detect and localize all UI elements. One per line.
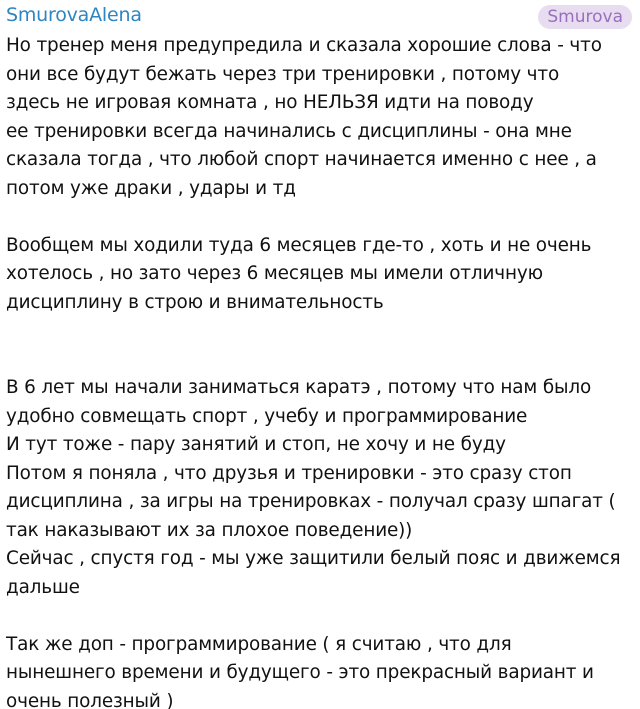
message-line: здесь не игровая комната , но НЕЛЬЗЯ идти на поводу (6, 92, 534, 113)
blank-line (6, 203, 634, 232)
message-line: очень полезный ) (6, 690, 174, 709)
message-line: Сейчас , спустя год - мы уже защитили белый пояс и движемся (6, 548, 621, 569)
blank-line (6, 317, 634, 346)
message-line: они все будут бежать через три тренировки , потому что (6, 63, 560, 85)
message-line: И тут тоже - пару занятий и стоп, не хочу и не буду (6, 434, 506, 455)
message-line: так наказывают их за плохое поведение)) (6, 519, 413, 541)
blank-line (6, 346, 634, 375)
message-line: дальше (6, 576, 80, 598)
message-text (6, 32, 634, 709)
blank-line (6, 602, 634, 631)
message-line: Вообщем мы ходили туда 6 месяцев где-то , хоть и не очень (6, 234, 592, 256)
message-line: Но тренер меня предупредила и сказала хорошие слова - что (6, 35, 602, 56)
message-line: удобно совмещать спорт , учебу и программирование (6, 405, 528, 427)
message-line: потом уже драки , удары и тд (6, 177, 296, 199)
message-line: дисциплина , за игры на тренировках - получал сразу шпагат ( (6, 491, 616, 512)
message-line: дисциплину в строю и внимательность (6, 291, 384, 313)
message-line: ее тренировки всегда начинались с дисциплины - она мне (6, 120, 572, 142)
message-line: нынешнего времени и будущего - это прекрасный вариант и (6, 662, 594, 683)
message-header (6, 2, 634, 32)
message-line: хотелось , но зато через 6 месяцев мы имели отличную (6, 263, 543, 284)
message-line: В 6 лет мы начали заниматься каратэ , потому что нам было (6, 377, 592, 398)
message-line: Так же доп - программирование ( я считаю , что для (6, 633, 512, 655)
message-line: Потом я поняла , что друзья и тренировки - это сразу стоп (6, 462, 572, 484)
sender-name[interactable]: SmurovaAlena (6, 4, 142, 26)
message-line: сказала тогда , что любой спорт начинается именно с нее , а (6, 149, 597, 170)
sender-tag-badge: Smurova (538, 5, 632, 29)
